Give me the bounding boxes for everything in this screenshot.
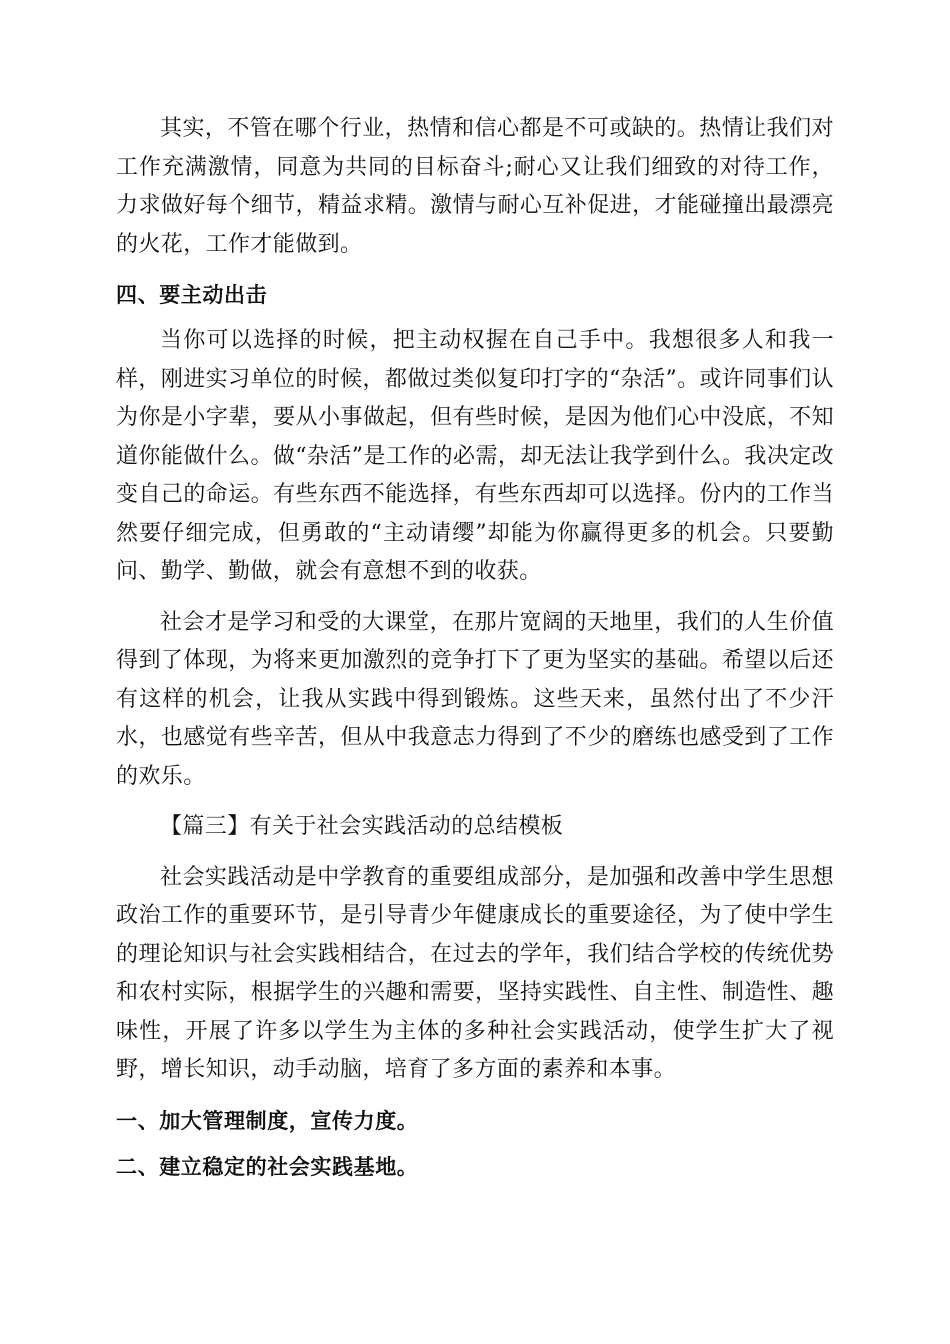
- section-heading-practice-base: 二、建立稳定的社会实践基地。: [116, 1154, 419, 1179]
- section-heading-take-initiative: 四、要主动出击: [116, 283, 268, 307]
- section-heading-management: 一、加大管理制度，宣传力度。: [116, 1108, 419, 1133]
- paragraph-social-practice: 社会实践活动是中学教育的重要组成部分，是加强和改善中学生思想政治工作的重要环节，是引导青少年健康成长的重要途径，为了使中学生的理论知识与社会实践相结合，在过去的学年，我们结合学校的传统优势和农村实际，根据学生的兴趣和需要，坚持实践性、自主性、制造性、趣味性，开展了许多以学生为主体的多种社会实践活动，使学生扩大了视野，增长知识，动手动脑，培育了多方面的素养和本事。: [116, 864, 834, 1082]
- paragraph-society-classroom: 社会才是学习和受的大课堂，在那片宽阔的天地里，我们的人生价值得到了体现，为将来更加激烈的竞争打下了更为坚实的基础。希望以后还有这样的机会，让我从实践中得到锻炼。这些天来，虽然付出了不少汗水，也感觉有些辛苦，但从中我意志力得到了不少的磨练也感受到了工作的欢乐。: [116, 609, 834, 789]
- paragraph-initiative: 当你可以选择的时候，把主动权握在自己手中。我想很多人和我一样，刚进实习单位的时候，都做过类似复印打字的“杂活”。或许同事们认为你是小字辈，要从小事做起，但有些时候，是因为他们心中没底，不知道你能做什么。做“杂活”是工作的必需，却无法让我学到什么。我决定改变自己的命运。有些东西不能选择，有些东西却可以选择。份内的工作当然要仔细完成，但勇敢的“主动请缨”却能为你赢得更多的机会。只要勤问、勤学、勤做，就会有意想不到的收获。: [116, 328, 834, 584]
- article-subtitle: 【篇三】有关于社会实践活动的总结模板: [160, 814, 564, 839]
- document-page: [116, 110, 834, 1186]
- paragraph-passion: 其实，不管在哪个行业，热情和信心都是不可或缺的。热情让我们对工作充满激情，同意为共同的目标奋斗;耐心又让我们细致的对待工作，力求做好每个细节，精益求精。激情与耐心互补促进，才能碰撞出最漂亮的火花，工作才能做到。: [116, 116, 834, 257]
